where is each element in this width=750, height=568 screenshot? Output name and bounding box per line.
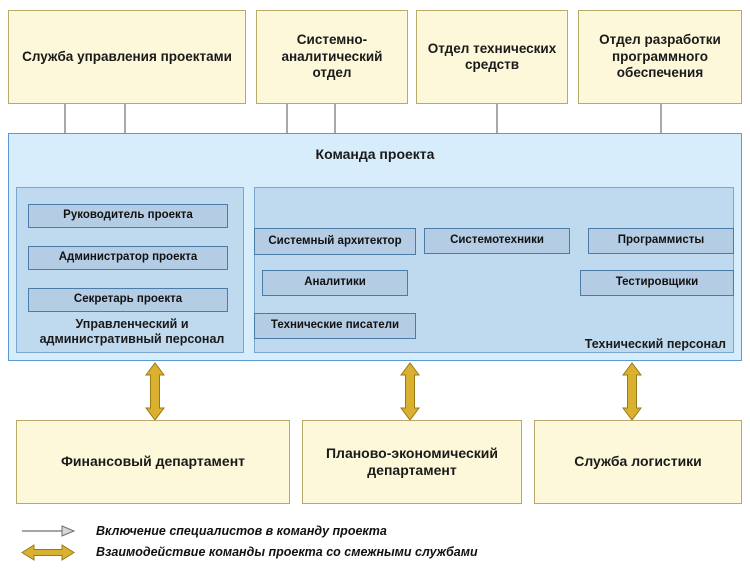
- top-department-box-3[interactable]: [416, 10, 568, 104]
- legend-item-1-text: Включение специалистов в команду проекта: [96, 524, 387, 538]
- role-box-project-administrator[interactable]: Администратор проекта: [28, 246, 228, 270]
- role-box-project-secretary[interactable]: Секретарь проекта: [28, 288, 228, 312]
- role-box-project-manager[interactable]: Руководитель проекта: [28, 204, 228, 228]
- legend-thin-arrow-icon: [22, 526, 74, 536]
- role-box-analysts[interactable]: Аналитики: [262, 270, 408, 296]
- role-box-technical-writers[interactable]: Технические писатели: [254, 313, 416, 339]
- role-box-programmers[interactable]: Программисты: [588, 228, 734, 254]
- bottom-department-box-3[interactable]: [534, 420, 742, 504]
- legend-item-2-text: Взаимодействие команды проекта со смежными службами: [96, 545, 478, 559]
- admin-group-label: Управленческий и административный персонал: [39, 317, 225, 346]
- bottom-department-label: Планово-экономический департамент: [325, 444, 498, 478]
- bottom-department-box-1[interactable]: [16, 420, 290, 504]
- legend-double-arrow-icon: [22, 545, 74, 560]
- top-department-label: Системно-аналитический отдел: [281, 32, 383, 81]
- role-box-system-engineers[interactable]: Системотехники: [424, 228, 570, 254]
- project-team-title: Команда проекта: [315, 146, 435, 162]
- top-department-box-4[interactable]: [578, 10, 742, 104]
- technical-group-label: Технический персонал: [584, 337, 726, 351]
- top-department-box-1[interactable]: [8, 10, 246, 104]
- bottom-department-box-2[interactable]: [302, 420, 522, 504]
- top-department-label: Отдел разработки программного обеспечения: [599, 32, 721, 81]
- top-department-box-2[interactable]: [256, 10, 408, 104]
- role-box-system-architect[interactable]: Системный архитектор: [254, 228, 416, 255]
- bottom-department-label: Финансовый департамент: [60, 453, 246, 470]
- bottom-department-label: Служба логистики: [574, 453, 702, 470]
- role-box-testers[interactable]: Тестировщики: [580, 270, 734, 296]
- top-department-label: Служба управления проектами: [22, 48, 232, 64]
- top-department-label: Отдел технических средств: [427, 40, 557, 72]
